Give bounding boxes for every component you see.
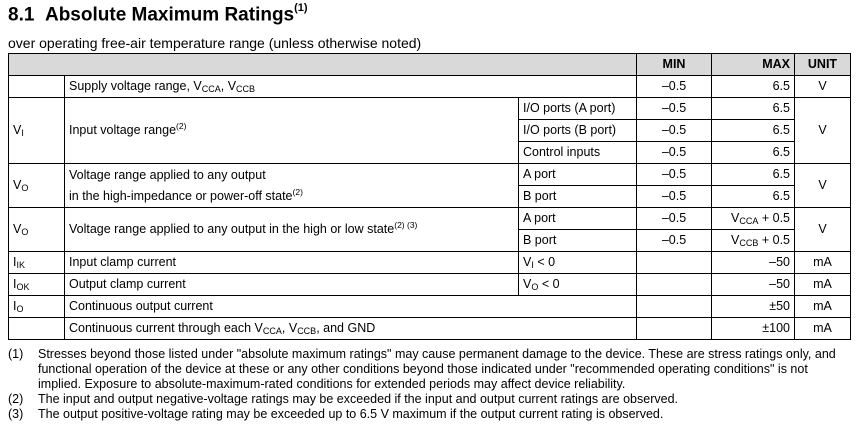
max-cell: 6.5: [712, 142, 795, 164]
unit-cell: mA: [795, 296, 851, 318]
param-continuous-current-vcc: Continuous current through each $V_{CCA}$, $V_{CCB}$, and GND: [65, 318, 637, 340]
section-number: 8.1: [8, 4, 35, 26]
unit-cell: mA: [795, 318, 851, 340]
param-input-voltage: Input voltage range$^{(2)}$: [65, 98, 519, 164]
max-cell: 6.5: [712, 76, 795, 98]
param-continuous-output-current: Continuous output current: [65, 296, 637, 318]
condition-cell: I/O ports (B port): [519, 120, 637, 142]
symbol-vo: $V_O$: [9, 208, 65, 252]
table-row: [9, 164, 851, 186]
min-cell: –0.5: [637, 120, 712, 142]
min-cell: –0.5: [637, 208, 712, 230]
header-max: MAX: [712, 54, 795, 76]
unit-cell: mA: [795, 252, 851, 274]
table-row: [9, 76, 851, 98]
unit-cell: mA: [795, 274, 851, 296]
table-row: [9, 252, 851, 274]
param-output-voltage-hiz: Voltage range applied to any output in the high-impedance or power-off state$^{(2)}$: [65, 164, 519, 208]
symbol-io: $I_O$: [9, 296, 65, 318]
table-row: [9, 274, 851, 296]
symbol-iok: $I_{OK}$: [9, 274, 65, 296]
max-cell: ±100: [712, 318, 795, 340]
condition-cell: B port: [519, 230, 637, 252]
max-cell: –50: [712, 274, 795, 296]
header-min: MIN: [637, 54, 712, 76]
unit-cell: V: [795, 76, 851, 98]
min-cell: –0.5: [637, 230, 712, 252]
condition-cell: I/O ports (A port): [519, 98, 637, 120]
footnote-number: (2): [8, 392, 24, 406]
table-row: [9, 296, 851, 318]
max-cell: 6.5: [712, 164, 795, 186]
condition-cell: Control inputs: [519, 142, 637, 164]
table-row: [9, 208, 851, 230]
condition-cell: B port: [519, 186, 637, 208]
symbol-vi: $V_I$: [9, 98, 65, 164]
footnote-text: Stresses beyond those listed under "absolute maximum ratings" may cause permanent damage to the device. These are stress ratings only, and functional operation of the device at these or any other conditions beyond those indicated under "recommended operating conditions" is not implied. Exposure to absolute-maximum-rated conditions for extended periods may affect device reliability.: [38, 347, 836, 391]
max-cell: $V_{CCB} + 0.5$: [712, 230, 795, 252]
section-title-text: Absolute Maximum Ratings: [44, 4, 295, 26]
param-input-clamp-current: Input clamp current: [65, 252, 519, 274]
condition-cell: $V_O < 0$: [519, 274, 637, 296]
footnote-number: (1): [8, 347, 24, 361]
min-cell: –0.5: [637, 98, 712, 120]
absolute-maximum-ratings-table: [8, 53, 851, 340]
param-supply-voltage: Supply voltage range, $V_{CCA}$, $V_{CCB}$: [65, 76, 637, 98]
max-cell: 6.5: [712, 186, 795, 208]
max-cell: $V_{CCA} + 0.5$: [712, 208, 795, 230]
min-cell: –0.5: [637, 164, 712, 186]
unit-cell: V: [795, 208, 851, 252]
footnote-text: The output positive-voltage rating may be exceeded up to 6.5 V maximum if the output current rating is observed.: [38, 407, 664, 421]
condition-cell: A port: [519, 164, 637, 186]
footnote-text: The input and output negative-voltage ratings may be exceeded if the input and output current ratings are observed.: [38, 392, 678, 406]
table-header-row: [9, 54, 851, 76]
footnotes: [8, 347, 853, 422]
unit-cell: V: [795, 164, 851, 208]
symbol-vo: $V_O$: [9, 164, 65, 208]
param-output-voltage-high-low: Voltage range applied to any output in the high or low state$^{(2) (3)}$: [65, 208, 519, 252]
section-title: [8, 4, 308, 26]
condition-cell: A port: [519, 208, 637, 230]
table-subtitle: over operating free-air temperature range (unless otherwise noted): [8, 35, 422, 51]
table-row: [9, 98, 851, 120]
min-cell: –0.5: [637, 142, 712, 164]
footnote: [8, 407, 853, 422]
symbol-iik: $I_{IK}$: [9, 252, 65, 274]
max-cell: –50: [712, 252, 795, 274]
footnote: [8, 392, 853, 407]
footnote: [8, 347, 853, 392]
title-footnote-ref: (1): [294, 2, 308, 14]
param-output-clamp-current: Output clamp current: [65, 274, 519, 296]
min-cell: –0.5: [637, 186, 712, 208]
max-cell: 6.5: [712, 120, 795, 142]
max-cell: ±50: [712, 296, 795, 318]
condition-cell: $V_I < 0$: [519, 252, 637, 274]
table-row: [9, 318, 851, 340]
footnote-number: (3): [8, 407, 24, 421]
min-cell: –0.5: [637, 76, 712, 98]
unit-cell: V: [795, 98, 851, 164]
max-cell: 6.5: [712, 98, 795, 120]
header-unit: UNIT: [795, 54, 851, 76]
